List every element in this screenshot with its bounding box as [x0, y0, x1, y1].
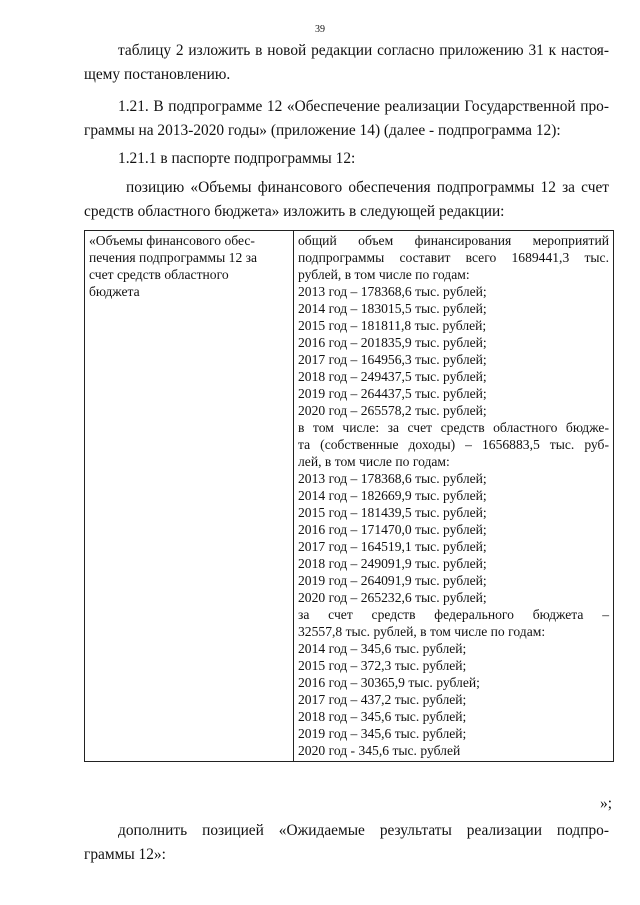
paragraph-passport-clause: 1.21.1 в паспорте подпрограммы 12:: [118, 150, 356, 167]
cell-line: «Объемы финансового обес-: [89, 233, 255, 248]
cell-line: подпрограммы составит всего 1689441,3 тыс.: [298, 250, 609, 265]
paragraph-add-position: [84, 819, 609, 867]
cell-line: бюджета: [89, 284, 140, 299]
closing-quote-mark: »;: [600, 795, 612, 812]
year-line: 2017 год – 164519,1 тыс. рублей;: [298, 539, 487, 554]
year-line: 2014 год – 183015,5 тыс. рублей;: [298, 301, 487, 316]
paragraph-line: граммы 12»:: [84, 846, 166, 863]
cell-line: 32557,8 тыс. рублей, в том числе по годам:: [298, 624, 546, 639]
cell-line: в том числе: за счет средств областного бюдже-: [298, 420, 609, 435]
year-line: 2020 год - 345,6 тыс. рублей: [298, 743, 461, 758]
year-line: 2020 год – 265578,2 тыс. рублей;: [298, 403, 487, 418]
year-line: 2019 год – 264437,5 тыс. рублей;: [298, 386, 487, 401]
cell-line: счет средств областного: [89, 267, 229, 282]
financing-table: [84, 230, 614, 762]
year-line: 2013 год – 178368,6 тыс. рублей;: [298, 471, 487, 486]
year-line: 2019 год – 345,6 тыс. рублей;: [298, 726, 467, 741]
year-line: 2020 год – 265232,6 тыс. рублей;: [298, 590, 487, 605]
page-number: 39: [315, 24, 325, 35]
year-line: 2016 год – 30365,9 тыс. рублей;: [298, 675, 480, 690]
cell-line: общий объем финансирования мероприятий: [298, 233, 609, 248]
cell-line: за счет средств федерального бюджета –: [298, 607, 609, 622]
cell-line: та (собственные доходы) – 1656883,5 тыс. руб-: [298, 437, 609, 452]
cell-line: печения подпрограммы 12 за: [89, 250, 258, 265]
year-line: 2018 год – 249437,5 тыс. рублей;: [298, 369, 487, 384]
paragraph-line: 1.21. В подпрограмме 12 «Обеспечение реализации Государственной про-: [118, 98, 609, 115]
year-line: 2018 год – 249091,9 тыс. рублей;: [298, 556, 487, 571]
year-line: 2019 год – 264091,9 тыс. рублей;: [298, 573, 487, 588]
paragraph-line: средств областного бюджета» изложить в следующей редакции:: [84, 203, 505, 220]
paragraph-line: щему постановлению.: [84, 66, 231, 83]
paragraph-subprogram-12: [84, 95, 609, 143]
table-cell-position-name: [85, 231, 294, 762]
year-line: 2016 год – 201835,9 тыс. рублей;: [298, 335, 487, 350]
year-line: 2014 год – 182669,9 тыс. рублей;: [298, 488, 487, 503]
paragraph-line: дополнить позицией «Ожидаемые результаты реализации подпро-: [118, 822, 609, 839]
year-line: 2016 год – 171470,0 тыс. рублей;: [298, 522, 487, 537]
year-line: 2014 год – 345,6 тыс. рублей;: [298, 641, 467, 656]
paragraph-table2-amendment: [84, 39, 609, 87]
year-line: 2013 год – 178368,6 тыс. рублей;: [298, 284, 487, 299]
year-line: 2017 год – 164956,3 тыс. рублей;: [298, 352, 487, 367]
paragraph-line: таблицу 2 изложить в новой редакции согласно приложению 31 к настоя-: [118, 42, 609, 59]
table-row: [85, 231, 614, 762]
cell-line: лей, в том числе по годам:: [298, 454, 450, 469]
year-line: 2015 год – 181811,8 тыс. рублей;: [298, 318, 487, 333]
paragraph-position-financing: [84, 176, 609, 224]
cell-line: рублей, в том числе по годам:: [298, 267, 470, 282]
year-line: 2018 год – 345,6 тыс. рублей;: [298, 709, 467, 724]
paragraph-line: позицию «Объемы финансового обеспечения подпрограммы 12 за счет: [126, 179, 609, 196]
table-cell-financing-values: [294, 231, 614, 762]
year-line: 2015 год – 372,3 тыс. рублей;: [298, 658, 467, 673]
year-line: 2017 год – 437,2 тыс. рублей;: [298, 692, 467, 707]
paragraph-line: граммы на 2013-2020 годы» (приложение 14) (далее - подпрограмма 12):: [84, 122, 561, 139]
year-line: 2015 год – 181439,5 тыс. рублей;: [298, 505, 487, 520]
